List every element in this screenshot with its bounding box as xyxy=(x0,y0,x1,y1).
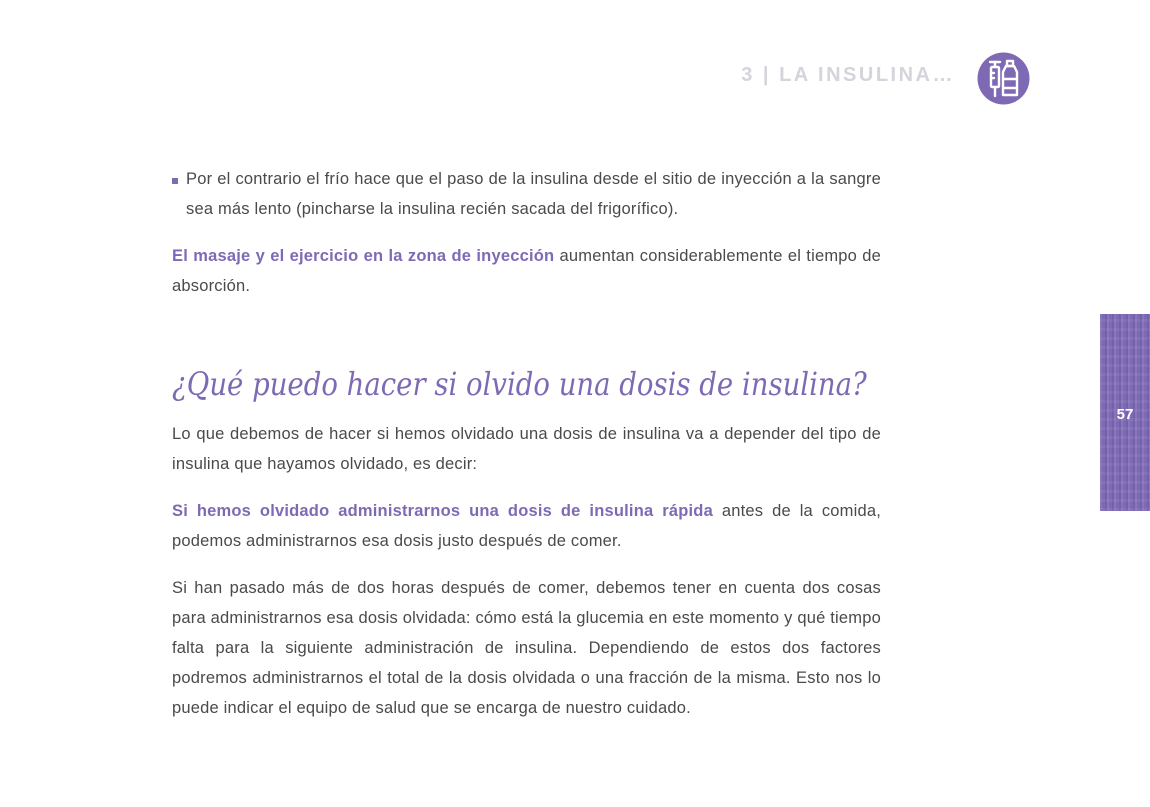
syringe-and-vial-icon xyxy=(977,52,1030,105)
bullet-text: Por el contrario el frío hace que el paso de la insulina desde el sitio de inyección a la sangre sea más lento (pincharse la insulina recién sacada del frigorífico). xyxy=(186,170,881,218)
intro-paragraph: Lo que debemos de hacer si hemos olvidado una dosis de insulina va a depender del tipo de insulina que hayamos olvidado, es decir: xyxy=(172,425,881,473)
page-side-tab xyxy=(1100,314,1150,511)
rapid-insulin-paragraph xyxy=(172,496,881,556)
massage-paragraph xyxy=(172,241,881,301)
square-bullet-icon xyxy=(172,178,178,184)
page-number: 57 xyxy=(1116,406,1134,423)
chapter-title: 3 | LA INSULINA… xyxy=(741,64,955,86)
section-heading: ¿Qué puedo hacer si olvido una dosis de insulina? xyxy=(172,365,867,403)
list-item xyxy=(172,164,881,224)
massage-highlight: El masaje y el ejercicio en la zona de inyección xyxy=(172,247,555,265)
rapid-highlight: Si hemos olvidado administrarnos una dosis de insulina rápida xyxy=(172,502,713,520)
two-hours-paragraph: Si han pasado más de dos horas después de comer, debemos tener en cuenta dos cosas para administrarnos esa dosis olvidada: cómo está la glucemia en este momento y qué tiempo falta para la siguiente administración de insulina. Dependiendo de estos dos factores podremos administrarnos el total de la dosis olvidada o una fracción de la misma. Esto nos lo puede indicar el equipo de salud que se encarga de nuestro cuidado. xyxy=(172,579,881,717)
page-content xyxy=(172,164,881,723)
massage-rest: aumentan considerablemente el tiempo de absorción. xyxy=(172,247,881,295)
rapid-rest: antes de la comida, podemos administrarnos esa dosis justo después de comer. xyxy=(172,502,881,550)
